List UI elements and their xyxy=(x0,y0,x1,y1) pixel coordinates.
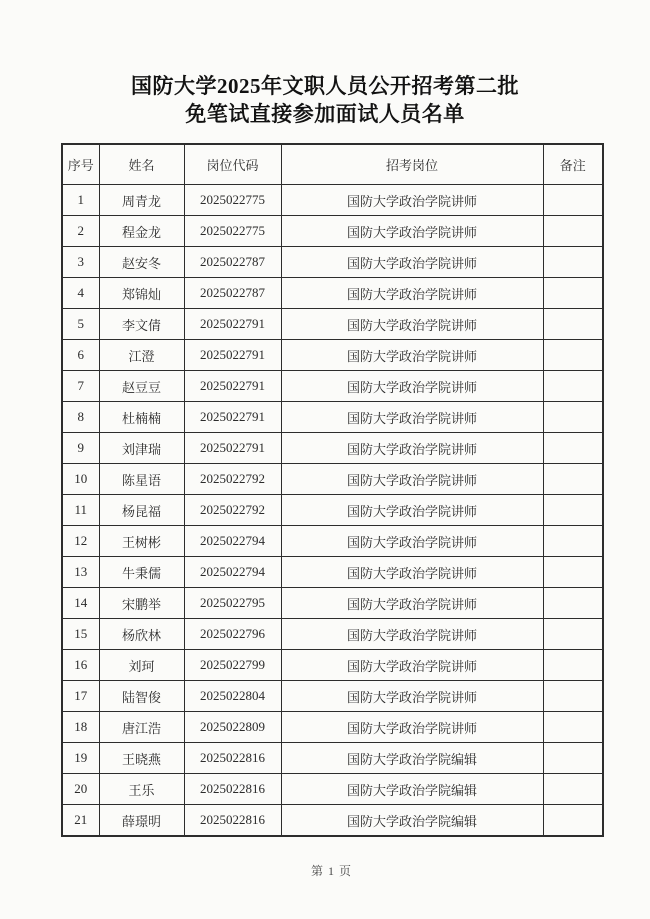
cell-code: 2025022791 xyxy=(184,433,281,464)
page-title xyxy=(0,0,650,128)
cell-name: 程金龙 xyxy=(99,216,184,247)
table-row xyxy=(62,185,603,216)
table-row xyxy=(62,712,603,743)
cell-code: 2025022792 xyxy=(184,495,281,526)
cell-code: 2025022791 xyxy=(184,309,281,340)
cell-position: 国防大学政治学院讲师 xyxy=(281,185,543,216)
cell-no: 16 xyxy=(62,650,99,681)
cell-no: 10 xyxy=(62,464,99,495)
page-title-line-1: 国防大学2025年文职人员公开招考第二批 xyxy=(131,74,519,98)
table-row xyxy=(62,216,603,247)
cell-remark xyxy=(543,557,603,588)
cell-no: 5 xyxy=(62,309,99,340)
table-row xyxy=(62,464,603,495)
cell-no: 19 xyxy=(62,743,99,774)
cell-remark xyxy=(543,743,603,774)
cell-remark xyxy=(543,340,603,371)
cell-code: 2025022794 xyxy=(184,557,281,588)
cell-code: 2025022775 xyxy=(184,216,281,247)
cell-remark xyxy=(543,309,603,340)
page-title-line-2: 免笔试直接参加面试人员名单 xyxy=(185,102,465,126)
cell-remark xyxy=(543,619,603,650)
cell-name: 陆智俊 xyxy=(99,681,184,712)
cell-no: 9 xyxy=(62,433,99,464)
cell-remark xyxy=(543,433,603,464)
cell-name: 王晓燕 xyxy=(99,743,184,774)
cell-code: 2025022816 xyxy=(184,743,281,774)
cell-name: 王乐 xyxy=(99,774,184,805)
cell-code: 2025022816 xyxy=(184,805,281,837)
cell-name: 刘津瑞 xyxy=(99,433,184,464)
table-row xyxy=(62,402,603,433)
cell-name: 杨欣林 xyxy=(99,619,184,650)
cell-code: 2025022816 xyxy=(184,774,281,805)
table-row xyxy=(62,247,603,278)
cell-no: 1 xyxy=(62,185,99,216)
cell-remark xyxy=(543,371,603,402)
cell-no: 14 xyxy=(62,588,99,619)
cell-no: 18 xyxy=(62,712,99,743)
cell-name: 郑锦灿 xyxy=(99,278,184,309)
table-row xyxy=(62,619,603,650)
cell-remark xyxy=(543,805,603,837)
cell-code: 2025022791 xyxy=(184,371,281,402)
table-row xyxy=(62,309,603,340)
table-row xyxy=(62,681,603,712)
cell-name: 刘珂 xyxy=(99,650,184,681)
table-row xyxy=(62,278,603,309)
cell-name: 薛璟明 xyxy=(99,805,184,837)
cell-code: 2025022799 xyxy=(184,650,281,681)
cell-code: 2025022795 xyxy=(184,588,281,619)
cell-code: 2025022794 xyxy=(184,526,281,557)
cell-code: 2025022796 xyxy=(184,619,281,650)
cell-code: 2025022787 xyxy=(184,247,281,278)
cell-no: 13 xyxy=(62,557,99,588)
cell-name: 周青龙 xyxy=(99,185,184,216)
cell-remark xyxy=(543,464,603,495)
cell-remark xyxy=(543,185,603,216)
cell-name: 杜楠楠 xyxy=(99,402,184,433)
table-row xyxy=(62,774,603,805)
cell-name: 赵安冬 xyxy=(99,247,184,278)
cell-remark xyxy=(543,774,603,805)
cell-name: 赵豆豆 xyxy=(99,371,184,402)
cell-position: 国防大学政治学院讲师 xyxy=(281,495,543,526)
cell-code: 2025022791 xyxy=(184,402,281,433)
cell-no: 8 xyxy=(62,402,99,433)
cell-remark xyxy=(543,681,603,712)
cell-name: 李文倩 xyxy=(99,309,184,340)
header-position: 招考岗位 xyxy=(281,144,543,185)
header-remark: 备注 xyxy=(543,144,603,185)
cell-position: 国防大学政治学院讲师 xyxy=(281,526,543,557)
cell-name: 牛秉儒 xyxy=(99,557,184,588)
header-no: 序号 xyxy=(62,144,99,185)
cell-name: 江澄 xyxy=(99,340,184,371)
cell-position: 国防大学政治学院讲师 xyxy=(281,340,543,371)
cell-position: 国防大学政治学院讲师 xyxy=(281,588,543,619)
cell-position: 国防大学政治学院讲师 xyxy=(281,402,543,433)
cell-remark xyxy=(543,402,603,433)
cell-position: 国防大学政治学院讲师 xyxy=(281,712,543,743)
table-row xyxy=(62,495,603,526)
cell-remark xyxy=(543,588,603,619)
cell-name: 陈星语 xyxy=(99,464,184,495)
cell-remark xyxy=(543,526,603,557)
cell-position: 国防大学政治学院讲师 xyxy=(281,247,543,278)
cell-name: 杨昆福 xyxy=(99,495,184,526)
cell-remark xyxy=(543,650,603,681)
cell-no: 21 xyxy=(62,805,99,837)
cell-name: 王树彬 xyxy=(99,526,184,557)
cell-position: 国防大学政治学院讲师 xyxy=(281,216,543,247)
cell-code: 2025022775 xyxy=(184,185,281,216)
cell-code: 2025022787 xyxy=(184,278,281,309)
cell-position: 国防大学政治学院讲师 xyxy=(281,278,543,309)
cell-remark xyxy=(543,712,603,743)
cell-no: 17 xyxy=(62,681,99,712)
table-header-row xyxy=(62,144,603,185)
table-row xyxy=(62,433,603,464)
cell-no: 4 xyxy=(62,278,99,309)
table-row xyxy=(62,526,603,557)
cell-position: 国防大学政治学院讲师 xyxy=(281,619,543,650)
cell-no: 11 xyxy=(62,495,99,526)
cell-position: 国防大学政治学院编辑 xyxy=(281,743,543,774)
cell-code: 2025022791 xyxy=(184,340,281,371)
cell-remark xyxy=(543,495,603,526)
cell-remark xyxy=(543,216,603,247)
cell-name: 唐江浩 xyxy=(99,712,184,743)
cell-no: 3 xyxy=(62,247,99,278)
cell-name: 宋鹏举 xyxy=(99,588,184,619)
cell-position: 国防大学政治学院编辑 xyxy=(281,805,543,837)
table-row xyxy=(62,340,603,371)
cell-no: 15 xyxy=(62,619,99,650)
cell-position: 国防大学政治学院讲师 xyxy=(281,371,543,402)
cell-code: 2025022804 xyxy=(184,681,281,712)
table-row xyxy=(62,743,603,774)
table-row xyxy=(62,371,603,402)
cell-position: 国防大学政治学院讲师 xyxy=(281,557,543,588)
cell-position: 国防大学政治学院讲师 xyxy=(281,681,543,712)
cell-no: 6 xyxy=(62,340,99,371)
cell-no: 7 xyxy=(62,371,99,402)
roster-table xyxy=(61,143,604,837)
cell-code: 2025022809 xyxy=(184,712,281,743)
cell-position: 国防大学政治学院讲师 xyxy=(281,433,543,464)
table-row xyxy=(62,650,603,681)
table-row xyxy=(62,805,603,837)
cell-remark xyxy=(543,247,603,278)
table-row xyxy=(62,557,603,588)
cell-position: 国防大学政治学院讲师 xyxy=(281,309,543,340)
header-code: 岗位代码 xyxy=(184,144,281,185)
cell-no: 20 xyxy=(62,774,99,805)
cell-position: 国防大学政治学院讲师 xyxy=(281,650,543,681)
cell-code: 2025022792 xyxy=(184,464,281,495)
header-name: 姓名 xyxy=(99,144,184,185)
cell-position: 国防大学政治学院讲师 xyxy=(281,464,543,495)
cell-position: 国防大学政治学院编辑 xyxy=(281,774,543,805)
cell-remark xyxy=(543,278,603,309)
cell-no: 12 xyxy=(62,526,99,557)
table-row xyxy=(62,588,603,619)
page-number: 第 1 页 xyxy=(310,864,352,878)
cell-no: 2 xyxy=(62,216,99,247)
